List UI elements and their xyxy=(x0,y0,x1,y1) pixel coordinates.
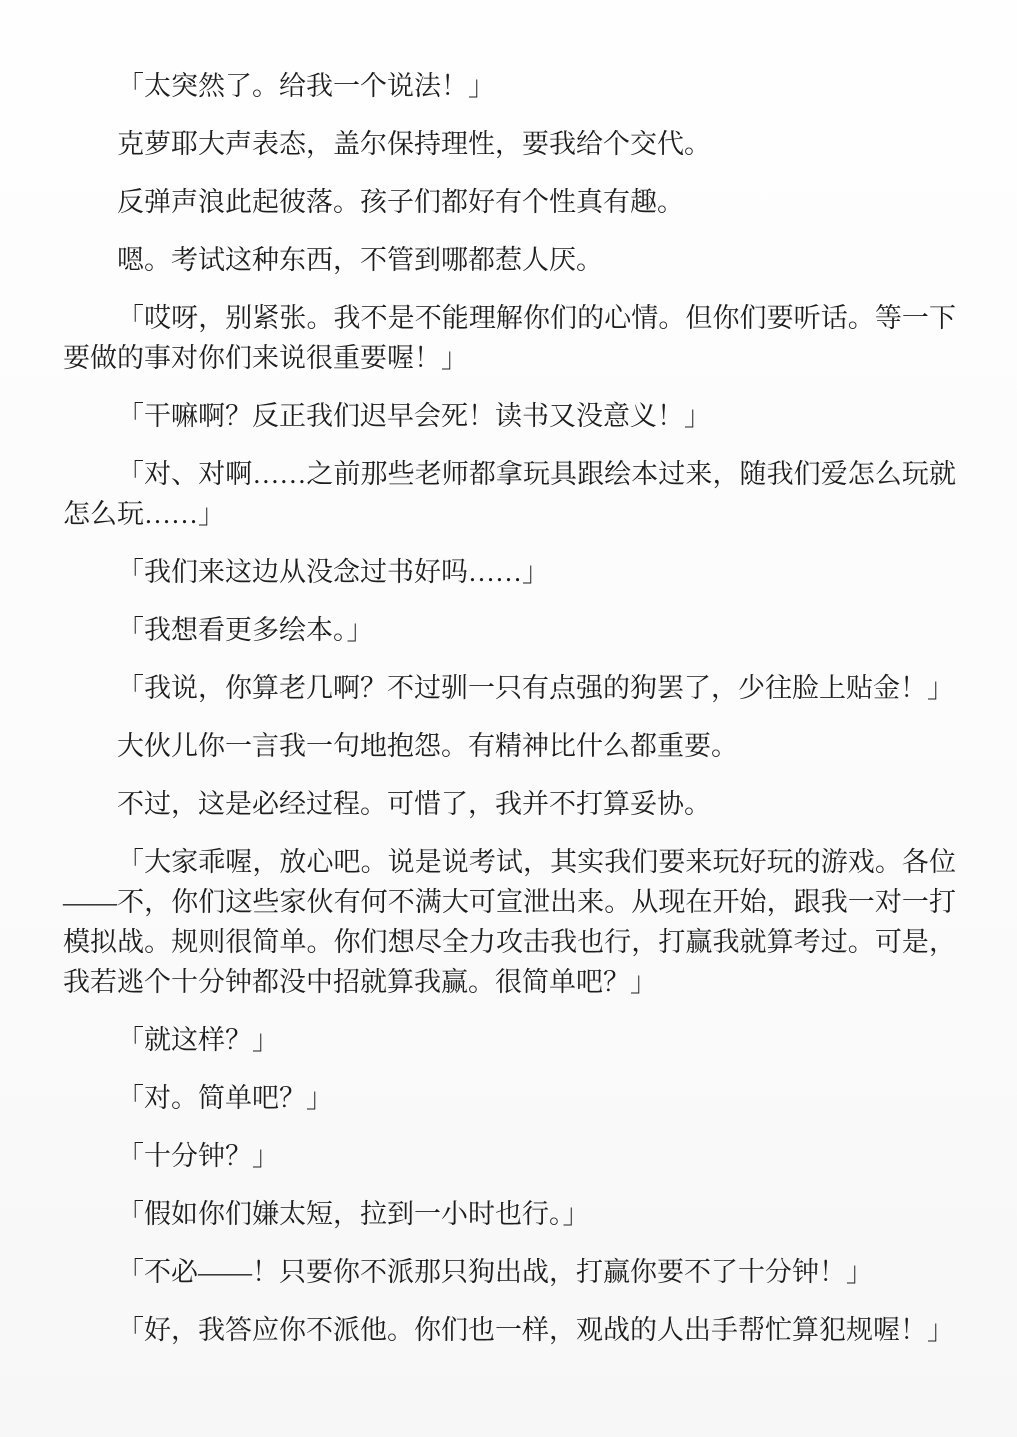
paragraph: 克萝耶大声表态，盖尔保持理性，要我给个交代。 xyxy=(117,129,711,159)
paragraph: 「就这样？」 xyxy=(117,1025,279,1055)
paragraph: 「好，我答应你不派他。你们也一样，观战的人出手帮忙算犯规喔！」 xyxy=(117,1315,954,1345)
paragraph: 「干嘛啊？反正我们迟早会死！读书又没意义！」 xyxy=(117,401,711,431)
paragraph: 「对、对啊……之前那些老师都拿玩具跟绘本过来，随我们爱怎么玩就怎么玩……」 xyxy=(63,459,956,529)
paragraph: 「我想看更多绘本。」 xyxy=(117,615,374,645)
paragraph: 不过，这是必经过程。可惜了，我并不打算妥协。 xyxy=(117,789,711,819)
paragraph: 「大家乖喔，放心吧。说是说考试，其实我们要来玩好玩的游戏。各位——不，你们这些家伙有何不满大可宣泄出来。从现在开始，跟我一对一打模拟战。规则很简单。你们想尽全力攻击我也行，打赢我就算考过。可是，我若逃个十分钟都没中招就算我赢。很简单吧？」 xyxy=(63,847,956,997)
paragraph: 「对。简单吧？」 xyxy=(117,1083,333,1113)
paragraph: 「不必——！只要你不派那只狗出战，打赢你要不了十分钟！」 xyxy=(117,1257,873,1287)
paragraph: 「假如你们嫌太短，拉到一小时也行。」 xyxy=(117,1199,590,1229)
paragraph: 反弹声浪此起彼落。孩子们都好有个性真有趣。 xyxy=(117,187,684,217)
paragraph: 「哎呀，别紧张。我不是不能理解你们的心情。但你们要听话。等一下要做的事对你们来说很重要喔！」 xyxy=(63,303,956,373)
paragraph: 「十分钟？」 xyxy=(117,1141,279,1171)
page-content xyxy=(63,66,956,1350)
paragraph: 嗯。考试这种东西，不管到哪都惹人厌。 xyxy=(117,245,603,275)
paragraph: 「我们来这边从没念过书好吗……」 xyxy=(117,557,549,587)
paragraph: 「太突然了。给我一个说法！」 xyxy=(117,71,495,101)
paragraph: 大伙儿你一言我一句地抱怨。有精神比什么都重要。 xyxy=(117,731,738,761)
paragraph: 「我说，你算老几啊？不过驯一只有点强的狗罢了，少往脸上贴金！」 xyxy=(117,673,954,703)
